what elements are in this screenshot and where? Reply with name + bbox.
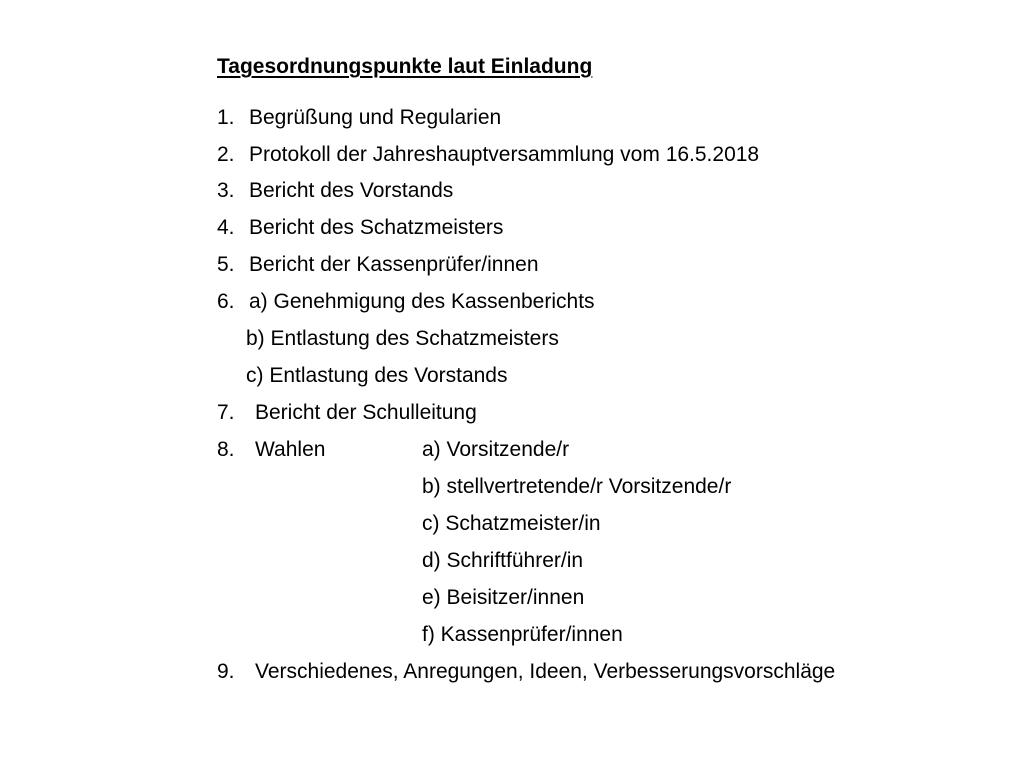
agenda-item-8: [217, 437, 569, 463]
agenda-item-number: 5.: [217, 253, 235, 276]
agenda-subitem-8f: f) Kassenprüfer/innen: [422, 623, 623, 646]
agenda-item-text: Bericht der Kassenprüfer/innen: [249, 253, 539, 276]
agenda-item-1: [217, 105, 501, 131]
agenda-subitem-6a: a) Genehmigung des Kassenberichts: [249, 290, 595, 313]
agenda-subitem-8e: e) Beisitzer/innen: [422, 586, 585, 609]
agenda-subitem-8a: a) Vorsitzende/r: [422, 438, 570, 461]
agenda-subitem-6b: b) Entlastung des Schatzmeisters: [246, 327, 559, 350]
agenda-subitem-8d: d) Schriftführer/in: [422, 549, 584, 572]
agenda-subitem-8b: b) stellvertretende/r Vorsitzende/r: [422, 475, 732, 498]
agenda-item-9: [217, 659, 835, 685]
agenda-item-number: 9.: [217, 660, 235, 683]
agenda-item-4: [217, 215, 503, 241]
agenda-item-number: 6.: [217, 290, 235, 313]
agenda-item-text: Begrüßung und Regularien: [249, 106, 502, 129]
agenda-subitem-6c: c) Entlastung des Vorstands: [246, 364, 508, 387]
agenda-item-7: [217, 400, 477, 426]
agenda-item-number: 7.: [217, 401, 235, 424]
agenda-item-5: [217, 252, 539, 278]
agenda-item-text: Bericht der Schulleitung: [255, 401, 477, 424]
agenda-item-number: 8.: [217, 438, 235, 461]
agenda-item-3: [217, 178, 453, 204]
agenda-item-text: Bericht des Vorstands: [249, 179, 454, 202]
agenda-item-text: Protokoll der Jahreshauptversammlung vom 16.5.2018: [249, 143, 760, 166]
agenda-item-6: [217, 289, 595, 315]
agenda-item-text: Verschiedenes, Anregungen, Ideen, Verbesserungsvorschläge: [255, 660, 836, 683]
elections-label: Wahlen: [255, 438, 326, 461]
agenda-title: Tagesordnungspunkte laut Einladung: [217, 55, 593, 78]
agenda-item-number: 3.: [217, 179, 235, 202]
agenda-item-number: 1.: [217, 106, 235, 129]
agenda-item-2: [217, 142, 759, 168]
agenda-subitem-8c: c) Schatzmeister/in: [422, 512, 601, 535]
agenda-item-text: Bericht des Schatzmeisters: [249, 216, 504, 239]
agenda-item-number: 2.: [217, 143, 235, 166]
agenda-item-number: 4.: [217, 216, 235, 239]
